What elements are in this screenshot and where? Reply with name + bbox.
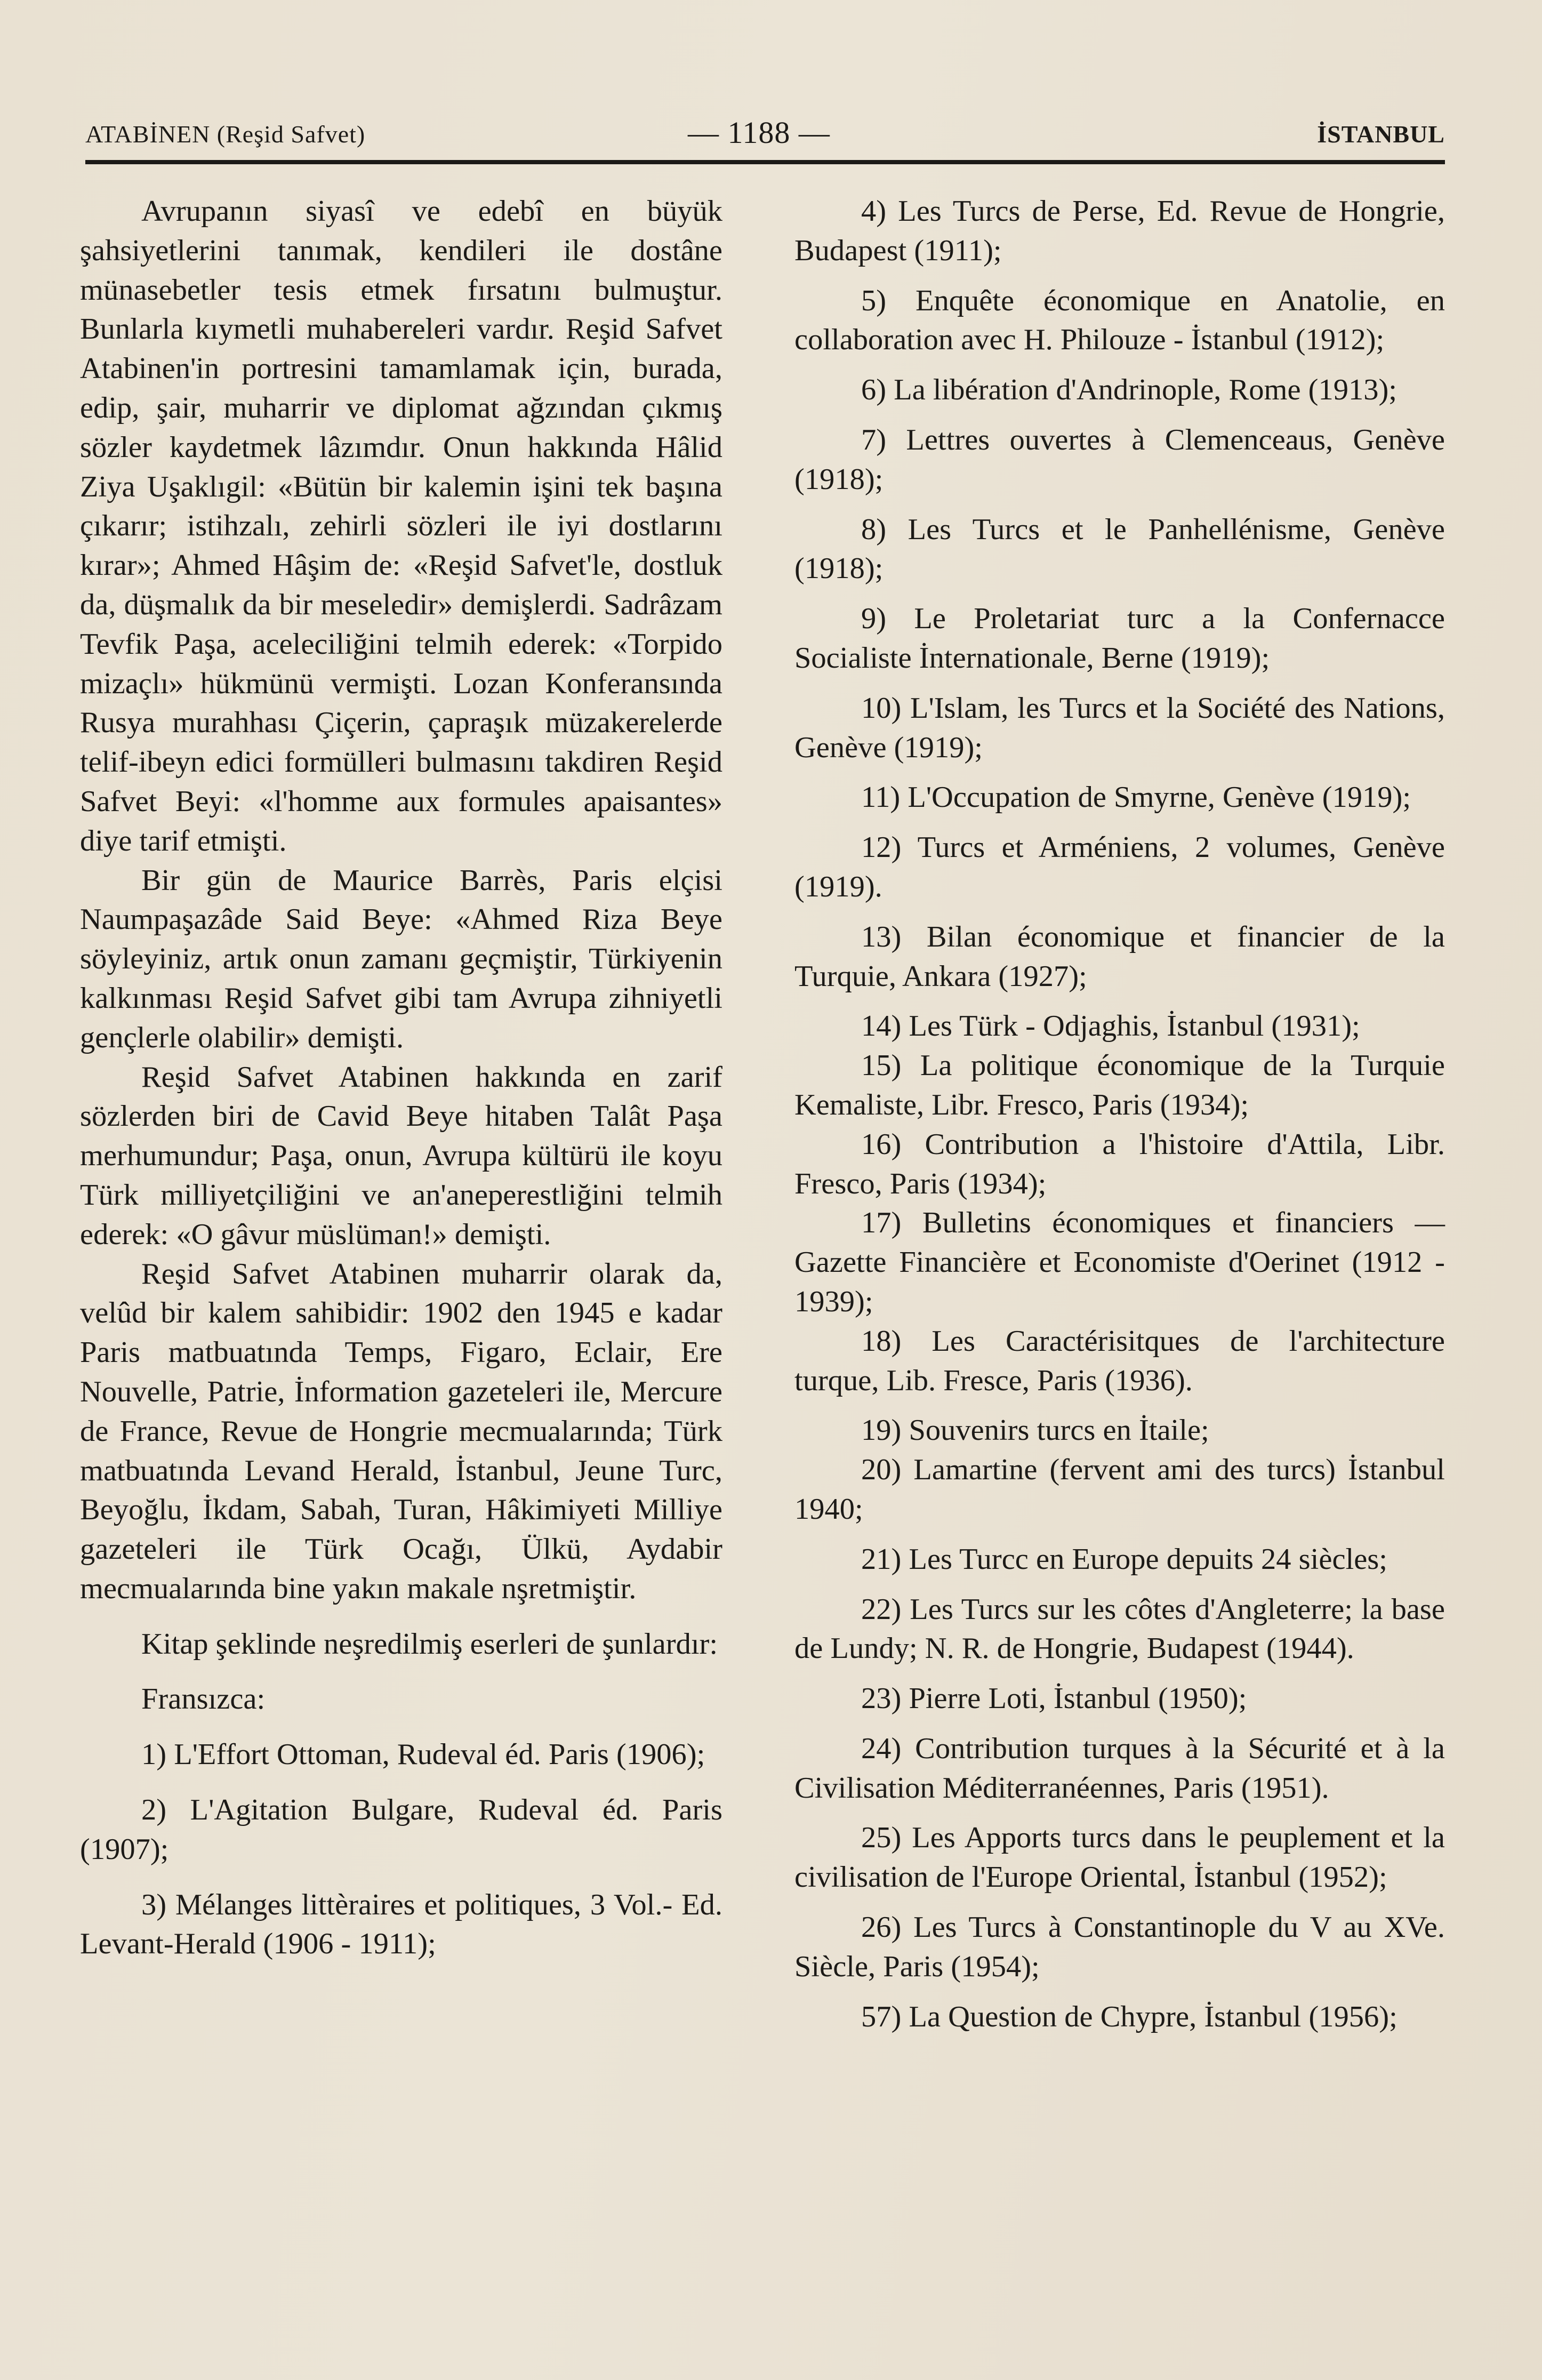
paragraph-talat: Reşid Safvet Atabinen hakkında en zarif sözlerden biri de Cavid Beye hitaben Talât Paşa merhumundur; Paşa, onun, Avrupa kültürü ile koyu Türk milliyetçiliğini ve an'aneperestliğini telmih ederek: «O gâvur müslüman!» demişti.: [80, 1060, 722, 1251]
list-item: 2) L'Agitation Bulgare, Rudeval éd. Paris (1907);: [80, 1793, 722, 1866]
list-item: 16) Contribution a l'histoire d'Attila, Libr. Fresco, Paris (1934);: [794, 1127, 1445, 1200]
list-item: 8) Les Turcs et le Panhellénisme, Genève (1918);: [794, 512, 1445, 586]
list-item: 13) Bilan économique et financier de la Turquie, Ankara (1927);: [794, 920, 1445, 993]
list-item: 19) Souvenirs turcs en İtaile;: [861, 1414, 1209, 1447]
list-item: 11) L'Occupation de Smyrne, Genève (1919);: [861, 781, 1411, 814]
section-title: İSTANBUL: [1317, 121, 1445, 148]
list-item: 24) Contribution turques à la Sécurité et à la Civilisation Méditerranéennes, Paris (1951).: [794, 1732, 1445, 1805]
list-item: 1) L'Effort Ottoman, Rudeval éd. Paris (1906);: [141, 1738, 705, 1772]
page-number: — 1188 —: [688, 115, 830, 150]
paragraph-works-intro: Kitap şeklinde neşredilmiş eserleri de şunlardır:: [141, 1627, 718, 1661]
list-item: 26) Les Turcs à Constantinople du V au XVe. Siècle, Paris (1954);: [794, 1911, 1445, 1983]
list-item: 57) La Question de Chypre, İstanbul (1956);: [861, 2000, 1398, 2033]
list-item: 14) Les Türk - Odjaghis, İstanbul (1931);: [861, 1009, 1360, 1043]
list-item: 17) Bulletins économiques et financiers — Gazette Financière et Economiste d'Oerinet (1912 - 1939);: [794, 1206, 1445, 1318]
list-item: 21) Les Turcc en Europe depuits 24 siècles;: [861, 1542, 1387, 1576]
list-item: 25) Les Apports turcs dans le peuplement et la civilisation de l'Europe Oriental, İstanbul (1952);: [794, 1821, 1445, 1894]
list-item: 12) Turcs et Arméniens, 2 volumes, Genève (1919).: [794, 831, 1445, 903]
left-column: [80, 192, 722, 1964]
list-item: 7) Lettres ouvertes à Clemenceaus, Genève (1918);: [794, 423, 1445, 496]
header-divider: [85, 160, 1445, 164]
right-column: [794, 192, 1445, 2047]
list-item: 4) Les Turcs de Perse, Ed. Revue de Hongrie, Budapest (1911);: [794, 195, 1445, 267]
list-item: 10) L'Islam, les Turcs et la Société des Nations, Genève (1919);: [794, 691, 1445, 764]
list-item: 9) Le Proletariat turc a la Confernacce Socialiste İnternationale, Berne (1919);: [794, 602, 1445, 675]
list-item: 22) Les Turcs sur les côtes d'Angleterre; la base de Lundy; N. R. de Hongrie, Budapest (1944).: [794, 1592, 1445, 1665]
paragraph-writer: Reşid Safvet Atabinen muharrir olarak da, velûd bir kalem sahibidir: 1902 den 1945 e kadar Paris matbuatında Temps, Figaro, Eclair, Ere Nouvelle, Patrie, İnformation gazeteleri ile, Mercure de France, Revue de Hongrie mecmualarında; Türk matbuatında Levand Herald, İstanbul, Jeune Turc, Beyoğlu, İkdam, Sabah, Turan, Hâkimiyeti Milliye gazeteleri ile Türk Ocağı, Ülkü, Aydabir mecmualarında bine yakın makale nşretmiştir.: [80, 1257, 722, 1605]
running-title: ATABİNEN (Reşid Safvet): [85, 121, 366, 148]
list-item: 3) Mélanges littèraires et politiques, 3 Vol.- Ed. Levant-Herald (1906 - 1911);: [80, 1888, 722, 1961]
paragraph-biography: Avrupanın siyasî ve edebî en büyük şahsiyetlerini tanımak, kendileri ile dostâne münasebetler tesis etmek fırsatını bulmuştur. Bunlarla kıymetli muhabereleri vardır. Reşid Safvet Atabinen'in portresini tamamlamak için, burada, edip, şair, muharrir ve diplomat ağzından çıkmış sözler kaydetmek lâzımdır. Onun hakkında Hâlid Ziya Uşaklıgil: «Bütün bir kalemin işini tek başına çıkarır; istihzalı, zehirli sözleri ile iyi dostlarını kırar»; Ahmed Hâşim de: «Reşid Safvet'le, dostluk da, düşmalık da bir meseledir» demişlerdi. Sadrâzam Tevfik Paşa, aceleciliğini telmih ederek: «Torpido mizaçlı» hükmünü vermişti. Lozan Konferansında Rusya murahhası Çiçerin, çapraşık müzakerelerde telif-ibeyn edici formülleri bulmasını takdiren Reşid Safvet Beyi: «l'homme aux formules apaisantes» diye tarif etmişti.: [80, 195, 722, 858]
list-item: 18) Les Caractérisitques de l'architecture turque, Lib. Fresce, Paris (1936).: [794, 1324, 1445, 1397]
list-item: 5) Enquête économique en Anatolie, en collaboration avec H. Philouze - İstanbul (1912);: [794, 284, 1445, 357]
paragraph-barres: Bir gün de Maurice Barrès, Paris elçisi Naumpaşazâde Said Beye: «Ahmed Riza Beye söyleyiniz, artık onun zamanı geçmiştir, Türkiyenin kalkınması Reşid Safvet gibi tam Avrupa zihniyetli gençlerle olabilir» demişti.: [80, 863, 722, 1054]
page-header: [85, 109, 1445, 152]
list-item: 6) La libération d'Andrinople, Rome (1913);: [861, 373, 1397, 407]
list-item: 23) Pierre Loti, İstanbul (1950);: [861, 1682, 1247, 1716]
section-label-french: Fransızca:: [141, 1682, 266, 1716]
list-item: 20) Lamartine (fervent ami des turcs) İstanbul 1940;: [794, 1453, 1445, 1526]
list-item: 15) La politique économique de la Turquie Kemaliste, Libr. Fresco, Paris (1934);: [794, 1049, 1445, 1121]
